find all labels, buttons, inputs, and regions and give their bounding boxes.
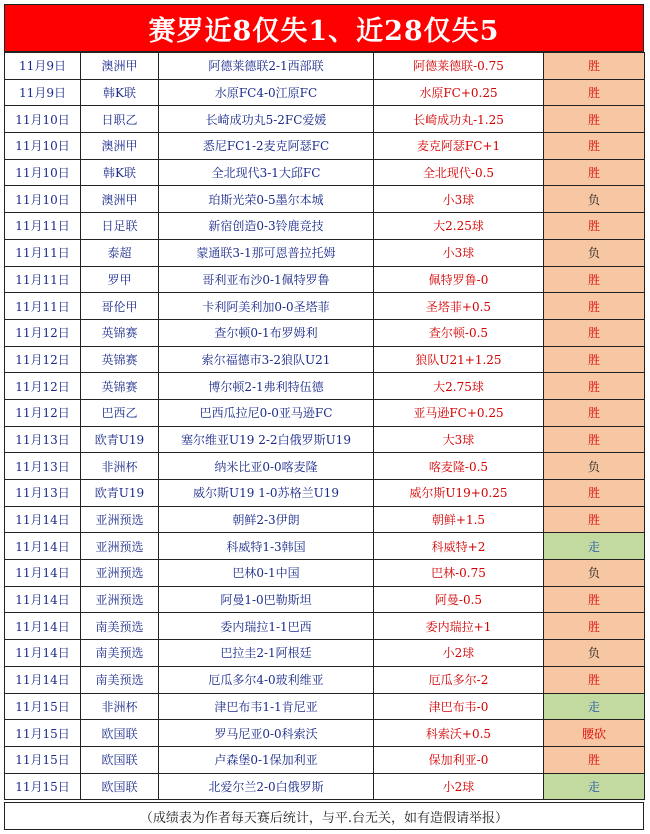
date-cell: 11月11日 [5, 213, 81, 240]
match-cell: 蒙通联3-1那可恩普拉托姆 [159, 239, 374, 266]
match-cell: 塞尔维亚U19 2-2白俄罗斯U19 [159, 426, 374, 453]
league-cell: 澳洲甲 [81, 186, 159, 213]
date-cell: 11月10日 [5, 186, 81, 213]
league-cell: 非洲杯 [81, 453, 159, 480]
table-row [5, 693, 645, 720]
table-row [5, 666, 645, 693]
match-cell: 新宿创造0-3铃鹿竞技 [159, 213, 374, 240]
result-cell: 腰砍 [544, 720, 645, 747]
result-cell: 胜 [544, 480, 645, 507]
table-row [5, 53, 645, 80]
results-table-body [5, 53, 645, 800]
result-cell: 胜 [544, 266, 645, 293]
match-cell: 卡利阿美利加0-0圣塔菲 [159, 293, 374, 320]
date-cell: 11月13日 [5, 426, 81, 453]
date-cell: 11月11日 [5, 266, 81, 293]
table-row [5, 613, 645, 640]
pick-cell: 圣塔菲+0.5 [374, 293, 544, 320]
date-cell: 11月10日 [5, 106, 81, 133]
pick-cell: 小3球 [374, 186, 544, 213]
date-cell: 11月11日 [5, 293, 81, 320]
date-cell: 11月11日 [5, 239, 81, 266]
match-cell: 悉尼FC1-2麦克阿瑟FC [159, 133, 374, 160]
table-row [5, 533, 645, 560]
result-cell: 负 [544, 186, 645, 213]
league-cell: 南美预选 [81, 640, 159, 667]
table-row [5, 640, 645, 667]
pick-cell: 厄瓜多尔-2 [374, 666, 544, 693]
match-cell: 罗马尼亚0-0科索沃 [159, 720, 374, 747]
result-cell: 胜 [544, 79, 645, 106]
match-cell: 哥利亚布沙0-1佩特罗鲁 [159, 266, 374, 293]
date-cell: 11月13日 [5, 453, 81, 480]
pick-cell: 佩特罗鲁-0 [374, 266, 544, 293]
pick-cell: 查尔顿-0.5 [374, 319, 544, 346]
date-cell: 11月12日 [5, 373, 81, 400]
result-cell: 胜 [544, 133, 645, 160]
date-cell: 11月12日 [5, 399, 81, 426]
pick-cell: 水原FC+0.25 [374, 79, 544, 106]
date-cell: 11月10日 [5, 133, 81, 160]
date-cell: 11月14日 [5, 640, 81, 667]
match-cell: 索尔福德市3-2狼队U21 [159, 346, 374, 373]
table-row [5, 560, 645, 587]
league-cell: 欧青U19 [81, 426, 159, 453]
match-cell: 珀斯光荣0-5墨尔本城 [159, 186, 374, 213]
result-cell: 胜 [544, 373, 645, 400]
pick-cell: 保加利亚-0 [374, 746, 544, 773]
league-cell: 英锦赛 [81, 319, 159, 346]
result-cell: 胜 [544, 213, 645, 240]
league-cell: 英锦赛 [81, 346, 159, 373]
pick-cell: 小2球 [374, 773, 544, 800]
date-cell: 11月9日 [5, 79, 81, 106]
match-cell: 阿曼1-0巴勒斯坦 [159, 586, 374, 613]
pick-cell: 大2.75球 [374, 373, 544, 400]
result-cell: 胜 [544, 506, 645, 533]
match-cell: 朝鲜2-3伊朗 [159, 506, 374, 533]
table-row [5, 373, 645, 400]
date-cell: 11月15日 [5, 746, 81, 773]
match-cell: 巴拉圭2-1阿根廷 [159, 640, 374, 667]
pick-cell: 麦克阿瑟FC+1 [374, 133, 544, 160]
date-cell: 11月14日 [5, 560, 81, 587]
table-row [5, 453, 645, 480]
date-cell: 11月14日 [5, 613, 81, 640]
pick-cell: 大2.25球 [374, 213, 544, 240]
result-cell: 走 [544, 533, 645, 560]
league-cell: 欧国联 [81, 773, 159, 800]
match-cell: 查尔顿0-1布罗姆利 [159, 319, 374, 346]
pick-cell: 津巴布韦-0 [374, 693, 544, 720]
match-cell: 长崎成功丸5-2FC爱媛 [159, 106, 374, 133]
league-cell: 亚洲预选 [81, 586, 159, 613]
table-row [5, 720, 645, 747]
table-row [5, 746, 645, 773]
pick-cell: 阿德莱德联-0.75 [374, 53, 544, 80]
table-row [5, 186, 645, 213]
match-cell: 水原FC4-0江原FC [159, 79, 374, 106]
pick-cell: 阿曼-0.5 [374, 586, 544, 613]
match-cell: 科威特1-3韩国 [159, 533, 374, 560]
date-cell: 11月13日 [5, 480, 81, 507]
league-cell: 亚洲预选 [81, 533, 159, 560]
league-cell: 欧国联 [81, 746, 159, 773]
table-row [5, 79, 645, 106]
footer-note: （成绩表为作者每天赛后统计，与平.台无关，如有造假请举报） [4, 802, 644, 830]
match-cell: 卢森堡0-1保加利亚 [159, 746, 374, 773]
pick-cell: 喀麦隆-0.5 [374, 453, 544, 480]
date-cell: 11月14日 [5, 533, 81, 560]
match-cell: 威尔斯U19 1-0苏格兰U19 [159, 480, 374, 507]
match-cell: 委内瑞拉1-1巴西 [159, 613, 374, 640]
league-cell: 欧青U19 [81, 480, 159, 507]
pick-cell: 长崎成功丸-1.25 [374, 106, 544, 133]
pick-cell: 科索沃+0.5 [374, 720, 544, 747]
table-row [5, 266, 645, 293]
match-cell: 北爱尔兰2-0白俄罗斯 [159, 773, 374, 800]
league-cell: 亚洲预选 [81, 506, 159, 533]
table-row [5, 293, 645, 320]
pick-cell: 亚马逊FC+0.25 [374, 399, 544, 426]
league-cell: 非洲杯 [81, 693, 159, 720]
table-row [5, 773, 645, 800]
table-row [5, 106, 645, 133]
pick-cell: 威尔斯U19+0.25 [374, 480, 544, 507]
match-cell: 巴西瓜拉尼0-0亚马逊FC [159, 399, 374, 426]
league-cell: 日足联 [81, 213, 159, 240]
result-cell: 胜 [544, 613, 645, 640]
table-row [5, 133, 645, 160]
result-cell: 负 [544, 640, 645, 667]
league-cell: 泰超 [81, 239, 159, 266]
date-cell: 11月14日 [5, 666, 81, 693]
result-cell: 胜 [544, 426, 645, 453]
result-cell: 胜 [544, 666, 645, 693]
table-row [5, 346, 645, 373]
league-cell: 欧国联 [81, 720, 159, 747]
table-row [5, 239, 645, 266]
date-cell: 11月15日 [5, 773, 81, 800]
pick-cell: 朝鲜+1.5 [374, 506, 544, 533]
table-row [5, 399, 645, 426]
match-cell: 厄瓜多尔4-0玻利维亚 [159, 666, 374, 693]
league-cell: 澳洲甲 [81, 53, 159, 80]
table-row [5, 426, 645, 453]
table-row [5, 480, 645, 507]
result-cell: 胜 [544, 746, 645, 773]
result-cell: 胜 [544, 53, 645, 80]
result-cell: 负 [544, 560, 645, 587]
league-cell: 亚洲预选 [81, 560, 159, 587]
pick-cell: 大3球 [374, 426, 544, 453]
result-cell: 胜 [544, 586, 645, 613]
table-row [5, 506, 645, 533]
league-cell: 日职乙 [81, 106, 159, 133]
league-cell: 英锦赛 [81, 373, 159, 400]
league-cell: 南美预选 [81, 666, 159, 693]
match-cell: 纳米比亚0-0喀麦隆 [159, 453, 374, 480]
match-cell: 津巴布韦1-1肯尼亚 [159, 693, 374, 720]
date-cell: 11月10日 [5, 159, 81, 186]
pick-cell: 科威特+2 [374, 533, 544, 560]
result-cell: 胜 [544, 293, 645, 320]
league-cell: 南美预选 [81, 613, 159, 640]
match-cell: 阿德莱德联2-1西部联 [159, 53, 374, 80]
date-cell: 11月15日 [5, 720, 81, 747]
result-cell: 胜 [544, 399, 645, 426]
pick-cell: 小2球 [374, 640, 544, 667]
result-cell: 胜 [544, 159, 645, 186]
league-cell: 巴西乙 [81, 399, 159, 426]
pick-cell: 狼队U21+1.25 [374, 346, 544, 373]
date-cell: 11月15日 [5, 693, 81, 720]
result-cell: 胜 [544, 106, 645, 133]
result-cell: 走 [544, 773, 645, 800]
result-cell: 负 [544, 239, 645, 266]
match-cell: 博尔顿2-1弗利特伍德 [159, 373, 374, 400]
table-row [5, 159, 645, 186]
page-title: 赛罗近8仅失1、近28仅失5 [4, 4, 644, 52]
match-cell: 全北现代3-1大邱FC [159, 159, 374, 186]
result-cell: 负 [544, 453, 645, 480]
pick-cell: 全北现代-0.5 [374, 159, 544, 186]
result-cell: 走 [544, 693, 645, 720]
date-cell: 11月14日 [5, 506, 81, 533]
date-cell: 11月9日 [5, 53, 81, 80]
result-cell: 胜 [544, 346, 645, 373]
pick-cell: 小3球 [374, 239, 544, 266]
league-cell: 韩K联 [81, 159, 159, 186]
table-row [5, 319, 645, 346]
date-cell: 11月14日 [5, 586, 81, 613]
league-cell: 韩K联 [81, 79, 159, 106]
table-row [5, 213, 645, 240]
result-cell: 胜 [544, 319, 645, 346]
league-cell: 罗甲 [81, 266, 159, 293]
date-cell: 11月12日 [5, 346, 81, 373]
pick-cell: 巴林-0.75 [374, 560, 544, 587]
date-cell: 11月12日 [5, 319, 81, 346]
league-cell: 澳洲甲 [81, 133, 159, 160]
league-cell: 哥伦甲 [81, 293, 159, 320]
match-cell: 巴林0-1中国 [159, 560, 374, 587]
results-table [4, 52, 645, 800]
table-row [5, 586, 645, 613]
pick-cell: 委内瑞拉+1 [374, 613, 544, 640]
